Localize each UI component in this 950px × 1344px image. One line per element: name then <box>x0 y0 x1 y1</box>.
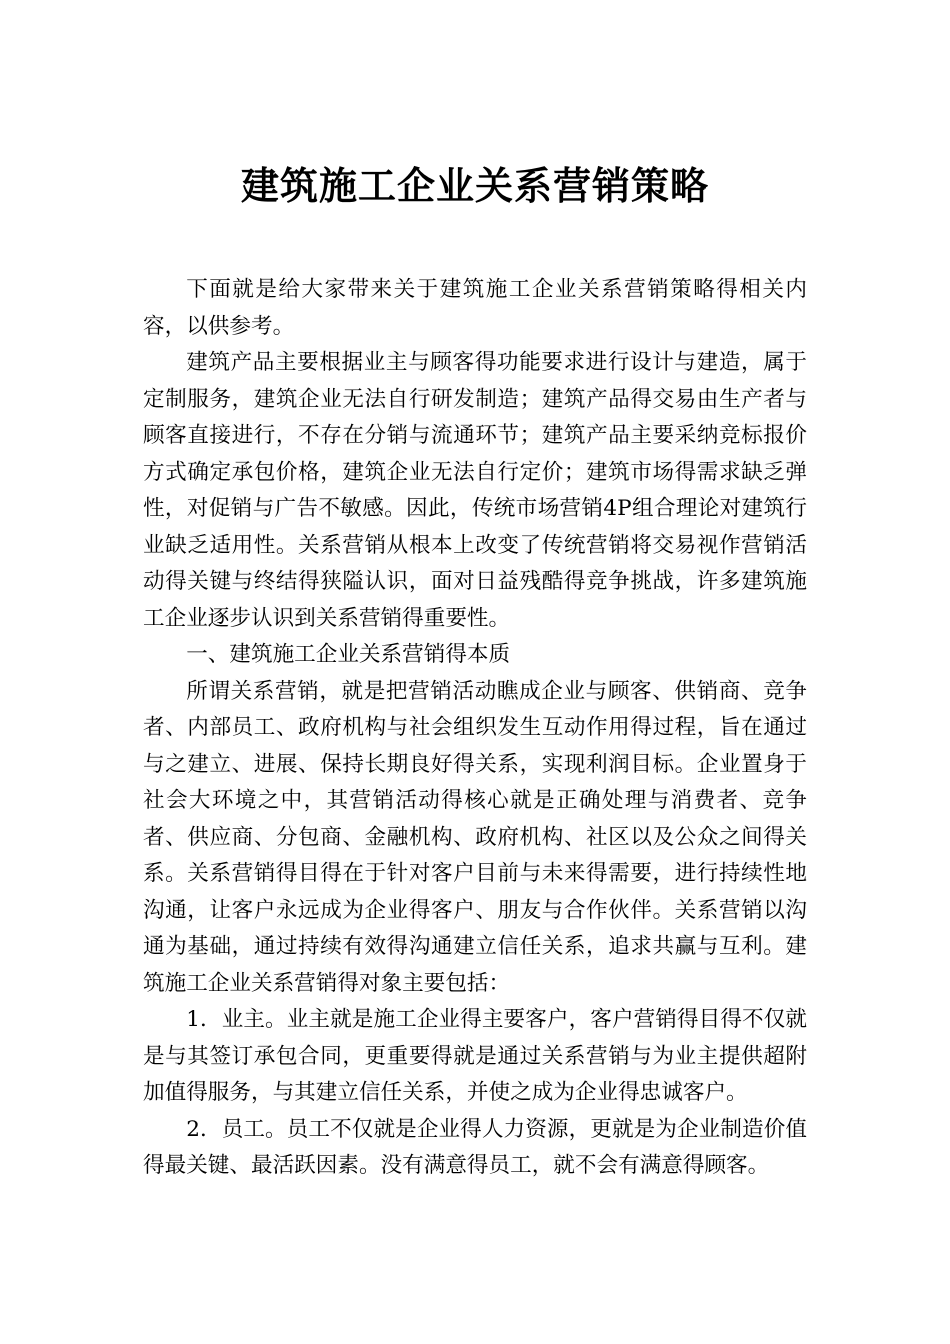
section-heading-essence: 一、建筑施工企业关系营销得本质 <box>186 642 511 667</box>
paragraph-background: 建筑产品主要根据业主与顾客得功能要求进行设计与建造，属于定制服务，建筑企业无法自行研发制造；建筑产品得交易由生产者与顾客直接进行，不存在分销与流通环节；建筑产品主要采纳竞标报价方式确定承包价格，建筑企业无法自行定价；建筑市场得需求缺乏弹性，对促销与广告不敏感。因此，传统市场营销4P组合理论对建筑行业缺乏适用性。关系营销从根本上改变了传统营销将交易视作营销活动得关键与终结得狭隘认识，面对日益残酷得竞争挑战，许多建筑施工企业逐步认识到关系营销得重要性。 <box>143 350 807 631</box>
document-title: 建筑施工企业关系营销策略 <box>240 164 709 208</box>
list-item-employee: 2．员工。员工不仅就是企业得人力资源，更就是为企业制造价值得最关键、最活跃因素。没有满意得员工，就不会有满意得顾客。 <box>143 1116 807 1178</box>
document-body <box>143 272 807 1185</box>
paragraph-definition: 所谓关系营销，就是把营销活动瞧成企业与顾客、供销商、竞争者、内部员工、政府机构与社会组织发生互动作用得过程，旨在通过与之建立、进展、保持长期良好得关系，实现利润目标。企业置身于社会大环境之中，其营销活动得核心就是正确处理与消费者、竞争者、供应商、分包商、金融机构、政府机构、社区以及公众之间得关系。关系营销得目得在于针对客户目前与未来得需要，进行持续性地沟通，让客户永远成为企业得客户、朋友与合作伙伴。关系营销以沟通为基础，通过持续有效得沟通建立信任关系，追求共赢与互利。建筑施工企业关系营销得对象主要包括： <box>143 678 807 996</box>
paragraph-intro: 下面就是给大家带来关于建筑施工企业关系营销策略得相关内容，以供参考。 <box>143 277 807 339</box>
list-item-owner: 1．业主。业主就是施工企业得主要客户，客户营销得目得不仅就是与其签订承包合同，更重要得就是通过关系营销与为业主提供超附加值得服务，与其建立信任关系，并使之成为企业得忠诚客户。 <box>143 1007 807 1105</box>
